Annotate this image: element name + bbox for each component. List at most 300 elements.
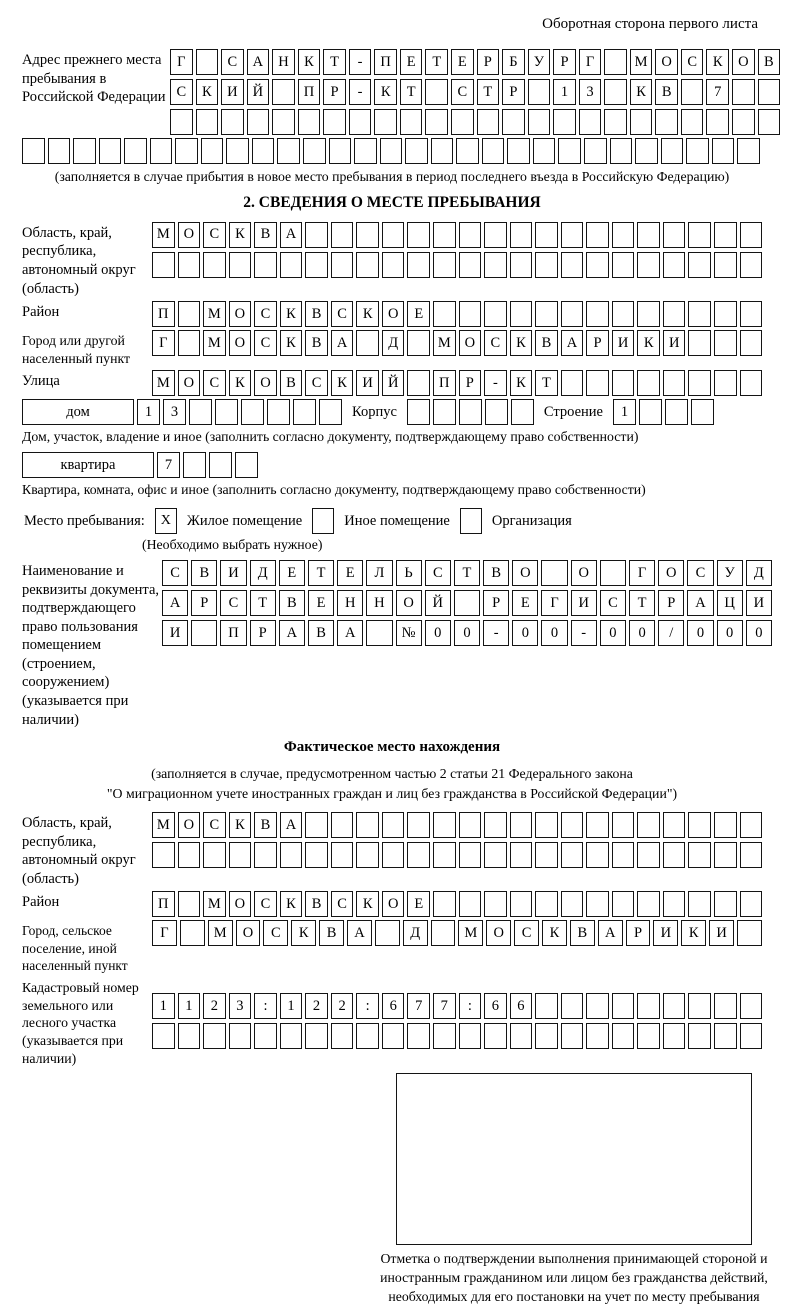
char-cell[interactable]: : — [254, 993, 277, 1019]
char-cell[interactable] — [586, 1023, 609, 1049]
char-cell[interactable]: В — [319, 920, 344, 946]
char-cell[interactable]: И — [220, 560, 246, 586]
char-cell[interactable] — [356, 222, 379, 248]
char-cell[interactable]: И — [709, 920, 734, 946]
char-cell[interactable]: Р — [323, 79, 346, 105]
char-cell[interactable] — [732, 109, 755, 135]
char-cell[interactable] — [561, 993, 584, 1019]
char-cell[interactable]: К — [356, 301, 379, 327]
char-cell[interactable] — [235, 452, 258, 478]
char-cell[interactable]: А — [687, 590, 713, 616]
char-cell[interactable] — [180, 920, 205, 946]
char-cell[interactable]: Г — [579, 49, 602, 75]
char-cell[interactable]: Г — [629, 560, 655, 586]
char-cell[interactable] — [688, 370, 711, 396]
char-cell[interactable]: К — [510, 330, 533, 356]
char-cell[interactable] — [533, 138, 556, 164]
char-cell[interactable]: И — [612, 330, 635, 356]
char-cell[interactable] — [586, 370, 609, 396]
char-cell[interactable]: 6 — [484, 993, 507, 1019]
char-cell[interactable]: - — [483, 620, 509, 646]
char-cell[interactable] — [431, 920, 456, 946]
char-cell[interactable] — [712, 138, 735, 164]
char-cell[interactable]: Е — [512, 590, 538, 616]
char-cell[interactable] — [354, 138, 377, 164]
char-cell[interactable]: О — [178, 812, 201, 838]
char-cell[interactable] — [254, 842, 277, 868]
char-cell[interactable]: Б — [502, 49, 525, 75]
char-cell[interactable]: К — [280, 330, 303, 356]
char-cell[interactable] — [215, 399, 238, 425]
char-cell[interactable] — [688, 812, 711, 838]
char-cell[interactable] — [737, 138, 760, 164]
char-cell[interactable] — [630, 109, 653, 135]
char-cell[interactable] — [714, 222, 737, 248]
char-cell[interactable] — [407, 842, 430, 868]
char-cell[interactable]: Д — [382, 330, 405, 356]
char-cell[interactable] — [456, 138, 479, 164]
char-cell[interactable] — [241, 399, 264, 425]
char-cell[interactable]: И — [221, 79, 244, 105]
char-cell[interactable] — [477, 109, 500, 135]
char-cell[interactable] — [331, 842, 354, 868]
char-cell[interactable]: К — [510, 370, 533, 396]
char-cell[interactable]: Е — [279, 560, 305, 586]
char-cell[interactable] — [688, 301, 711, 327]
char-cell[interactable]: К — [681, 920, 706, 946]
char-cell[interactable]: К — [637, 330, 660, 356]
char-cell[interactable]: В — [308, 620, 334, 646]
char-cell[interactable] — [579, 109, 602, 135]
char-cell[interactable]: Т — [400, 79, 423, 105]
char-cell[interactable]: 3 — [579, 79, 602, 105]
char-cell[interactable] — [203, 1023, 226, 1049]
char-cell[interactable]: Е — [337, 560, 363, 586]
char-cell[interactable] — [178, 252, 201, 278]
char-cell[interactable] — [561, 252, 584, 278]
char-cell[interactable] — [374, 109, 397, 135]
char-cell[interactable]: В — [535, 330, 558, 356]
char-cell[interactable] — [558, 138, 581, 164]
char-cell[interactable] — [407, 252, 430, 278]
char-cell[interactable] — [740, 222, 763, 248]
char-cell[interactable] — [178, 1023, 201, 1049]
char-cell[interactable]: С — [170, 79, 193, 105]
char-cell[interactable]: М — [458, 920, 483, 946]
char-cell[interactable]: С — [305, 370, 328, 396]
char-cell[interactable] — [175, 138, 198, 164]
char-cell[interactable] — [612, 1023, 635, 1049]
char-cell[interactable] — [329, 138, 352, 164]
char-cell[interactable] — [663, 301, 686, 327]
char-cell[interactable]: Р — [626, 920, 651, 946]
char-cell[interactable]: Г — [152, 920, 177, 946]
char-cell[interactable] — [196, 49, 219, 75]
char-cell[interactable] — [178, 301, 201, 327]
char-cell[interactable] — [510, 842, 533, 868]
char-cell[interactable]: В — [280, 370, 303, 396]
char-cell[interactable] — [433, 222, 456, 248]
char-cell[interactable]: 0 — [600, 620, 626, 646]
char-cell[interactable]: К — [630, 79, 653, 105]
char-cell[interactable] — [612, 252, 635, 278]
char-cell[interactable]: К — [229, 812, 252, 838]
char-cell[interactable]: С — [687, 560, 713, 586]
char-cell[interactable] — [663, 993, 686, 1019]
char-cell[interactable] — [229, 252, 252, 278]
char-cell[interactable] — [280, 842, 303, 868]
char-cell[interactable] — [714, 330, 737, 356]
char-cell[interactable] — [48, 138, 71, 164]
char-cell[interactable] — [272, 79, 295, 105]
char-cell[interactable]: Н — [272, 49, 295, 75]
char-cell[interactable]: М — [203, 330, 226, 356]
char-cell[interactable] — [663, 252, 686, 278]
char-cell[interactable]: П — [298, 79, 321, 105]
char-cell[interactable]: 7 — [433, 993, 456, 1019]
char-cell[interactable]: 2 — [203, 993, 226, 1019]
char-cell[interactable] — [706, 109, 729, 135]
char-cell[interactable]: И — [571, 590, 597, 616]
char-cell[interactable] — [482, 138, 505, 164]
char-cell[interactable] — [152, 1023, 175, 1049]
char-cell[interactable] — [740, 842, 763, 868]
char-cell[interactable] — [637, 222, 660, 248]
char-cell[interactable]: О — [658, 560, 684, 586]
char-cell[interactable] — [196, 109, 219, 135]
char-cell[interactable]: 1 — [553, 79, 576, 105]
char-cell[interactable] — [663, 842, 686, 868]
char-cell[interactable]: 0 — [717, 620, 743, 646]
char-cell[interactable] — [407, 330, 430, 356]
char-cell[interactable] — [178, 842, 201, 868]
char-cell[interactable]: П — [374, 49, 397, 75]
char-cell[interactable]: О — [571, 560, 597, 586]
char-cell[interactable] — [663, 812, 686, 838]
char-cell[interactable] — [178, 891, 201, 917]
char-cell[interactable] — [183, 452, 206, 478]
char-cell[interactable] — [433, 301, 456, 327]
char-cell[interactable]: В — [305, 301, 328, 327]
char-cell[interactable] — [612, 222, 635, 248]
char-cell[interactable] — [152, 252, 175, 278]
char-cell[interactable] — [510, 222, 533, 248]
char-cell[interactable] — [561, 842, 584, 868]
char-cell[interactable]: Т — [308, 560, 334, 586]
char-cell[interactable] — [221, 109, 244, 135]
char-cell[interactable] — [203, 842, 226, 868]
char-cell[interactable] — [714, 993, 737, 1019]
char-cell[interactable] — [252, 138, 275, 164]
char-cell[interactable] — [663, 370, 686, 396]
char-cell[interactable] — [740, 252, 763, 278]
char-cell[interactable] — [407, 399, 430, 425]
char-cell[interactable]: С — [514, 920, 539, 946]
char-cell[interactable] — [459, 812, 482, 838]
char-cell[interactable] — [740, 812, 763, 838]
char-cell[interactable]: А — [280, 812, 303, 838]
char-cell[interactable] — [433, 891, 456, 917]
char-cell[interactable]: К — [706, 49, 729, 75]
char-cell[interactable]: Т — [477, 79, 500, 105]
char-cell[interactable] — [535, 812, 558, 838]
char-cell[interactable] — [272, 109, 295, 135]
char-cell[interactable]: Й — [382, 370, 405, 396]
char-cell[interactable] — [561, 301, 584, 327]
char-cell[interactable] — [485, 399, 508, 425]
char-cell[interactable] — [405, 138, 428, 164]
char-cell[interactable]: А — [347, 920, 372, 946]
char-cell[interactable] — [331, 222, 354, 248]
char-cell[interactable] — [277, 138, 300, 164]
char-cell[interactable] — [459, 1023, 482, 1049]
char-cell[interactable] — [124, 138, 147, 164]
char-cell[interactable] — [637, 891, 660, 917]
char-cell[interactable] — [459, 891, 482, 917]
char-cell[interactable]: С — [600, 590, 626, 616]
char-cell[interactable] — [484, 252, 507, 278]
char-cell[interactable] — [612, 301, 635, 327]
char-cell[interactable] — [349, 109, 372, 135]
char-cell[interactable]: 1 — [137, 399, 160, 425]
char-cell[interactable] — [298, 109, 321, 135]
char-cell[interactable]: Й — [425, 590, 451, 616]
char-cell[interactable] — [484, 812, 507, 838]
char-cell[interactable] — [247, 109, 270, 135]
char-cell[interactable] — [305, 222, 328, 248]
char-cell[interactable]: Р — [586, 330, 609, 356]
char-cell[interactable] — [586, 812, 609, 838]
char-cell[interactable]: Н — [366, 590, 392, 616]
char-cell[interactable] — [737, 920, 762, 946]
char-cell[interactable]: Т — [250, 590, 276, 616]
char-cell[interactable] — [740, 301, 763, 327]
char-cell[interactable]: Р — [459, 370, 482, 396]
char-cell[interactable]: В — [758, 49, 781, 75]
char-cell[interactable] — [637, 301, 660, 327]
char-cell[interactable]: С — [451, 79, 474, 105]
char-cell[interactable]: С — [263, 920, 288, 946]
char-cell[interactable]: В — [191, 560, 217, 586]
char-cell[interactable]: 2 — [305, 993, 328, 1019]
char-cell[interactable]: М — [630, 49, 653, 75]
char-cell[interactable]: С — [203, 812, 226, 838]
char-cell[interactable] — [280, 1023, 303, 1049]
char-cell[interactable] — [612, 891, 635, 917]
char-cell[interactable] — [561, 1023, 584, 1049]
char-cell[interactable]: К — [280, 301, 303, 327]
char-cell[interactable]: О — [178, 370, 201, 396]
char-cell[interactable] — [586, 993, 609, 1019]
char-cell[interactable] — [732, 79, 755, 105]
char-cell[interactable] — [407, 1023, 430, 1049]
char-cell[interactable] — [356, 1023, 379, 1049]
char-cell[interactable] — [502, 109, 525, 135]
char-cell[interactable] — [484, 891, 507, 917]
char-cell[interactable]: 6 — [510, 993, 533, 1019]
char-cell[interactable] — [484, 301, 507, 327]
char-cell[interactable]: Е — [308, 590, 334, 616]
char-cell[interactable] — [688, 891, 711, 917]
char-cell[interactable] — [714, 301, 737, 327]
char-cell[interactable]: О — [396, 590, 422, 616]
char-cell[interactable] — [356, 812, 379, 838]
char-cell[interactable]: Р — [502, 79, 525, 105]
char-cell[interactable] — [688, 330, 711, 356]
char-cell[interactable] — [639, 399, 662, 425]
char-cell[interactable]: К — [229, 370, 252, 396]
char-cell[interactable] — [382, 222, 405, 248]
char-cell[interactable] — [714, 1023, 737, 1049]
char-cell[interactable]: Н — [337, 590, 363, 616]
char-cell[interactable]: М — [152, 812, 175, 838]
char-cell[interactable] — [637, 370, 660, 396]
char-cell[interactable]: - — [349, 79, 372, 105]
char-cell[interactable]: С — [203, 222, 226, 248]
char-cell[interactable] — [380, 138, 403, 164]
char-cell[interactable]: С — [331, 891, 354, 917]
char-cell[interactable] — [740, 1023, 763, 1049]
char-cell[interactable] — [586, 842, 609, 868]
char-cell[interactable] — [382, 812, 405, 838]
char-cell[interactable] — [280, 252, 303, 278]
char-cell[interactable]: А — [280, 222, 303, 248]
char-cell[interactable]: 7 — [407, 993, 430, 1019]
char-cell[interactable]: Г — [170, 49, 193, 75]
char-cell[interactable] — [510, 252, 533, 278]
char-cell[interactable]: Р — [250, 620, 276, 646]
char-cell[interactable]: 0 — [454, 620, 480, 646]
char-cell[interactable]: Д — [403, 920, 428, 946]
char-cell[interactable]: С — [162, 560, 188, 586]
char-cell[interactable] — [541, 560, 567, 586]
char-cell[interactable] — [714, 812, 737, 838]
char-cell[interactable] — [681, 109, 704, 135]
char-cell[interactable]: : — [356, 993, 379, 1019]
char-cell[interactable]: 1 — [280, 993, 303, 1019]
char-cell[interactable]: В — [483, 560, 509, 586]
char-cell[interactable] — [433, 399, 456, 425]
char-cell[interactable] — [201, 138, 224, 164]
char-cell[interactable] — [407, 370, 430, 396]
char-cell[interactable]: - — [571, 620, 597, 646]
char-cell[interactable]: Т — [323, 49, 346, 75]
char-cell[interactable]: Р — [658, 590, 684, 616]
char-cell[interactable]: В — [570, 920, 595, 946]
char-cell[interactable] — [484, 1023, 507, 1049]
char-cell[interactable] — [535, 993, 558, 1019]
char-cell[interactable]: С — [221, 49, 244, 75]
char-cell[interactable] — [356, 330, 379, 356]
char-cell[interactable]: Й — [247, 79, 270, 105]
char-cell[interactable] — [535, 222, 558, 248]
char-cell[interactable]: О — [486, 920, 511, 946]
char-cell[interactable]: И — [746, 590, 772, 616]
char-cell[interactable] — [688, 252, 711, 278]
char-cell[interactable]: Е — [451, 49, 474, 75]
char-cell[interactable]: А — [162, 590, 188, 616]
char-cell[interactable]: Р — [191, 590, 217, 616]
char-cell[interactable]: : — [459, 993, 482, 1019]
char-cell[interactable]: Г — [152, 330, 175, 356]
char-cell[interactable]: - — [484, 370, 507, 396]
char-cell[interactable]: О — [459, 330, 482, 356]
char-cell[interactable] — [331, 812, 354, 838]
char-cell[interactable] — [612, 842, 635, 868]
char-cell[interactable]: О — [732, 49, 755, 75]
char-cell[interactable] — [637, 252, 660, 278]
char-cell[interactable] — [686, 138, 709, 164]
char-cell[interactable] — [305, 1023, 328, 1049]
char-cell[interactable] — [484, 222, 507, 248]
char-cell[interactable] — [459, 252, 482, 278]
char-cell[interactable] — [454, 590, 480, 616]
char-cell[interactable]: С — [254, 891, 277, 917]
char-cell[interactable]: П — [152, 891, 175, 917]
char-cell[interactable]: 3 — [163, 399, 186, 425]
char-cell[interactable]: М — [203, 301, 226, 327]
char-cell[interactable] — [561, 222, 584, 248]
char-cell[interactable] — [586, 222, 609, 248]
char-cell[interactable]: В — [305, 891, 328, 917]
char-cell[interactable]: В — [254, 812, 277, 838]
char-cell[interactable]: Т — [454, 560, 480, 586]
char-cell[interactable]: И — [653, 920, 678, 946]
char-cell[interactable] — [484, 842, 507, 868]
char-cell[interactable]: К — [280, 891, 303, 917]
char-cell[interactable] — [681, 79, 704, 105]
char-cell[interactable] — [22, 138, 45, 164]
char-cell[interactable]: О — [254, 370, 277, 396]
char-cell[interactable] — [189, 399, 212, 425]
char-cell[interactable] — [459, 222, 482, 248]
char-cell[interactable]: К — [229, 222, 252, 248]
char-cell[interactable] — [191, 620, 217, 646]
char-cell[interactable]: И — [356, 370, 379, 396]
char-cell[interactable] — [637, 1023, 660, 1049]
char-cell[interactable] — [637, 842, 660, 868]
char-cell[interactable]: О — [382, 301, 405, 327]
char-cell[interactable] — [319, 399, 342, 425]
char-cell[interactable] — [740, 370, 763, 396]
char-cell[interactable] — [425, 109, 448, 135]
char-cell[interactable] — [535, 842, 558, 868]
char-cell[interactable]: 0 — [629, 620, 655, 646]
char-cell[interactable]: С — [425, 560, 451, 586]
char-cell[interactable] — [586, 301, 609, 327]
char-cell[interactable]: С — [220, 590, 246, 616]
char-cell[interactable]: О — [229, 301, 252, 327]
char-cell[interactable]: У — [528, 49, 551, 75]
char-cell[interactable] — [382, 1023, 405, 1049]
char-cell[interactable]: А — [331, 330, 354, 356]
char-cell[interactable] — [663, 222, 686, 248]
char-cell[interactable]: 7 — [706, 79, 729, 105]
char-cell[interactable] — [178, 330, 201, 356]
char-cell[interactable] — [561, 891, 584, 917]
char-cell[interactable]: С — [681, 49, 704, 75]
char-cell[interactable]: Р — [483, 590, 509, 616]
char-cell[interactable]: М — [152, 370, 175, 396]
char-cell[interactable]: А — [337, 620, 363, 646]
char-cell[interactable]: И — [162, 620, 188, 646]
char-cell[interactable] — [655, 109, 678, 135]
char-cell[interactable] — [663, 891, 686, 917]
char-cell[interactable] — [382, 252, 405, 278]
char-cell[interactable]: П — [433, 370, 456, 396]
char-cell[interactable] — [714, 891, 737, 917]
char-cell[interactable] — [382, 842, 405, 868]
